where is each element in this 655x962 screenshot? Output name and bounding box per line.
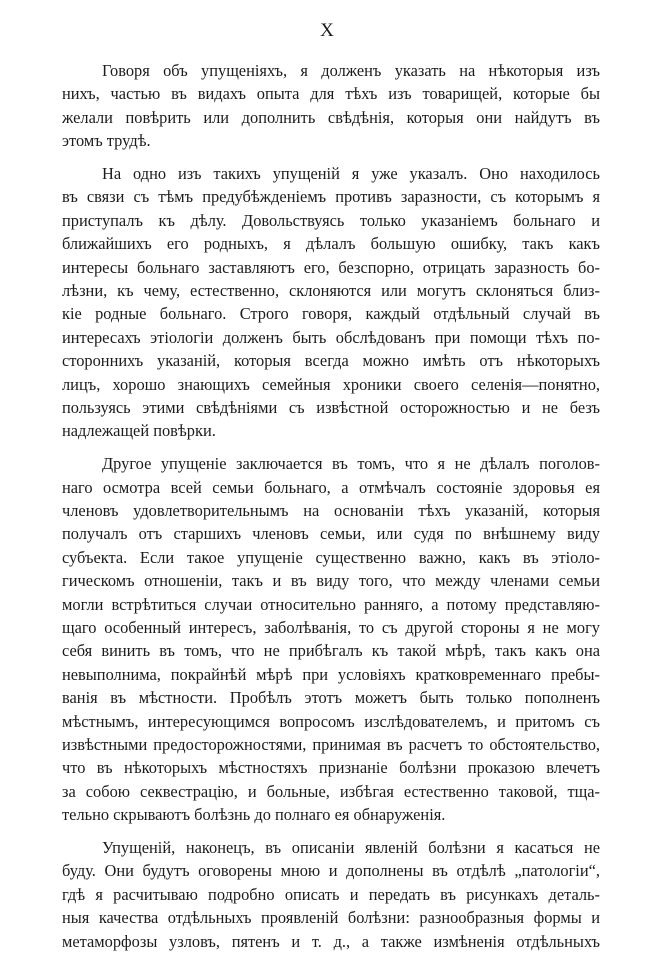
text-line: получалъ отъ старшихъ членовъ семьи, или судя по внѣшнему виду: [62, 524, 600, 544]
text-line: Говоря объ упущеніяхъ, я долженъ указать на нѣкоторыя изъ: [102, 61, 600, 80]
text-line: На одно изъ такихъ упущеній я уже указалъ. Оно находилось: [102, 164, 600, 184]
text-line: желали повѣрить или дополнить свѣдѣнія, которыя они найдутъ въ: [62, 107, 600, 127]
text-line: этомъ трудѣ.: [62, 131, 151, 151]
text-line: стороннихъ указаній, которыя всегда можно имѣть отъ нѣкоторыхъ: [62, 351, 600, 371]
paragraph-contagion-prejudice: [62, 162, 600, 443]
text-line: Другое упущеніе заключается въ томъ, что я не дѣлалъ поголов-: [102, 454, 600, 474]
text-line: щаго особенный интересъ, заболѣванія, то съ другой стороны я не могу: [62, 617, 600, 637]
text-line: за собою секвестрацію, и больные, избѣгая естественно таковой, тща-: [62, 781, 600, 801]
text-line: ванія въ мѣстности. Пробѣлъ этотъ можетъ быть только пополненъ: [62, 688, 600, 708]
paragraph-pathology-note: [62, 836, 600, 953]
text-line: надлежащей повѣрки.: [62, 421, 216, 441]
text-line: мѣстнымъ, интересующимся вопросомъ изслѣдователемъ, и притомъ съ: [62, 711, 600, 731]
text-line: извѣстными предосторожностями, принимая въ расчетъ то обстоятельство,: [62, 734, 600, 754]
text-line: интересахъ этіологіи долженъ быть обслѣдованъ при помощи тѣхъ по-: [62, 327, 600, 347]
text-line: лицъ, хорошо знающихъ семейныя хроники своего селенія—понятно,: [62, 374, 600, 394]
text-line: наго осмотра всей семьи больнаго, а отмѣчалъ состояніе здоровья ея: [62, 477, 600, 497]
text-line: ближайшихъ его родныхъ, я дѣлалъ большую ошибку, такъ какъ: [62, 234, 600, 254]
text-line: субъекта. Если такое упущеніе существенно важно, какъ въ этіоло-: [62, 547, 600, 567]
paragraph-omissions-intro: [62, 59, 600, 153]
text-line: ныя качества отдѣльныхъ проявленій болѣзни: разнообразныя формы и: [62, 908, 600, 928]
text-line: гдѣ я расчитываю подробно описать и передать въ рисункахъ деталь-: [62, 884, 600, 904]
text-line: нихъ, частью въ видахъ опыта для тѣхъ изъ товарищей, которые бы: [62, 84, 600, 104]
text-line: могли встрѣтиться случаи относительно ранняго, а потому представляю-: [62, 594, 600, 614]
paragraph-family-examination: [62, 452, 600, 826]
text-line: метаморфозы узловъ, пятенъ и т. д., а также измѣненія отдѣльныхъ: [62, 931, 600, 951]
text-line: невыполнима, покрайнѣй мѣрѣ при условіяхъ кратковременнаго пребы-: [62, 664, 600, 684]
text-line: гическомъ отношеніи, такъ и въ виду того, что между членами семьи: [62, 571, 600, 591]
text-line: интересы больнаго заставляютъ его, безспорно, отрицать заразность бо-: [62, 257, 600, 277]
text-line: лѣзни, къ чему, естественно, склоняются или могутъ склоняться близ-: [62, 281, 600, 301]
text-line: себя винить въ томъ, что не прибѣгалъ къ такой мѣрѣ, такъ какъ она: [62, 641, 600, 661]
text-line: пользуясь этими свѣдѣніями съ извѣстной осторожностью и не безъ: [62, 397, 600, 417]
body-text: [62, 59, 600, 962]
text-line: тельно скрываютъ болѣзнь до полнаго ея обнаруженія.: [62, 805, 446, 825]
page-number: X: [320, 20, 335, 41]
text-line: Упущеній, наконецъ, въ описаніи явленій болѣзни я касаться не: [102, 838, 600, 857]
text-line: буду. Они будутъ оговорены мною и дополнены въ отдѣлѣ „патологіи“,: [62, 861, 600, 881]
text-line: членовъ удовлетворительнымъ на основаніи тѣхъ указаній, которыя: [62, 501, 600, 521]
text-line: что въ нѣкоторыхъ мѣстностяхъ признаніе болѣзни проказою влечетъ: [62, 758, 600, 778]
text-line: кіе родные больнаго. Строго говоря, каждый отдѣльный случай въ: [62, 304, 600, 324]
text-line: въ связи съ тѣмъ предубѣжденіемъ противъ заразности, съ которымъ я: [62, 187, 600, 207]
text-line: приступалъ къ дѣлу. Довольствуясь только указаніемъ больнаго и: [62, 210, 600, 230]
